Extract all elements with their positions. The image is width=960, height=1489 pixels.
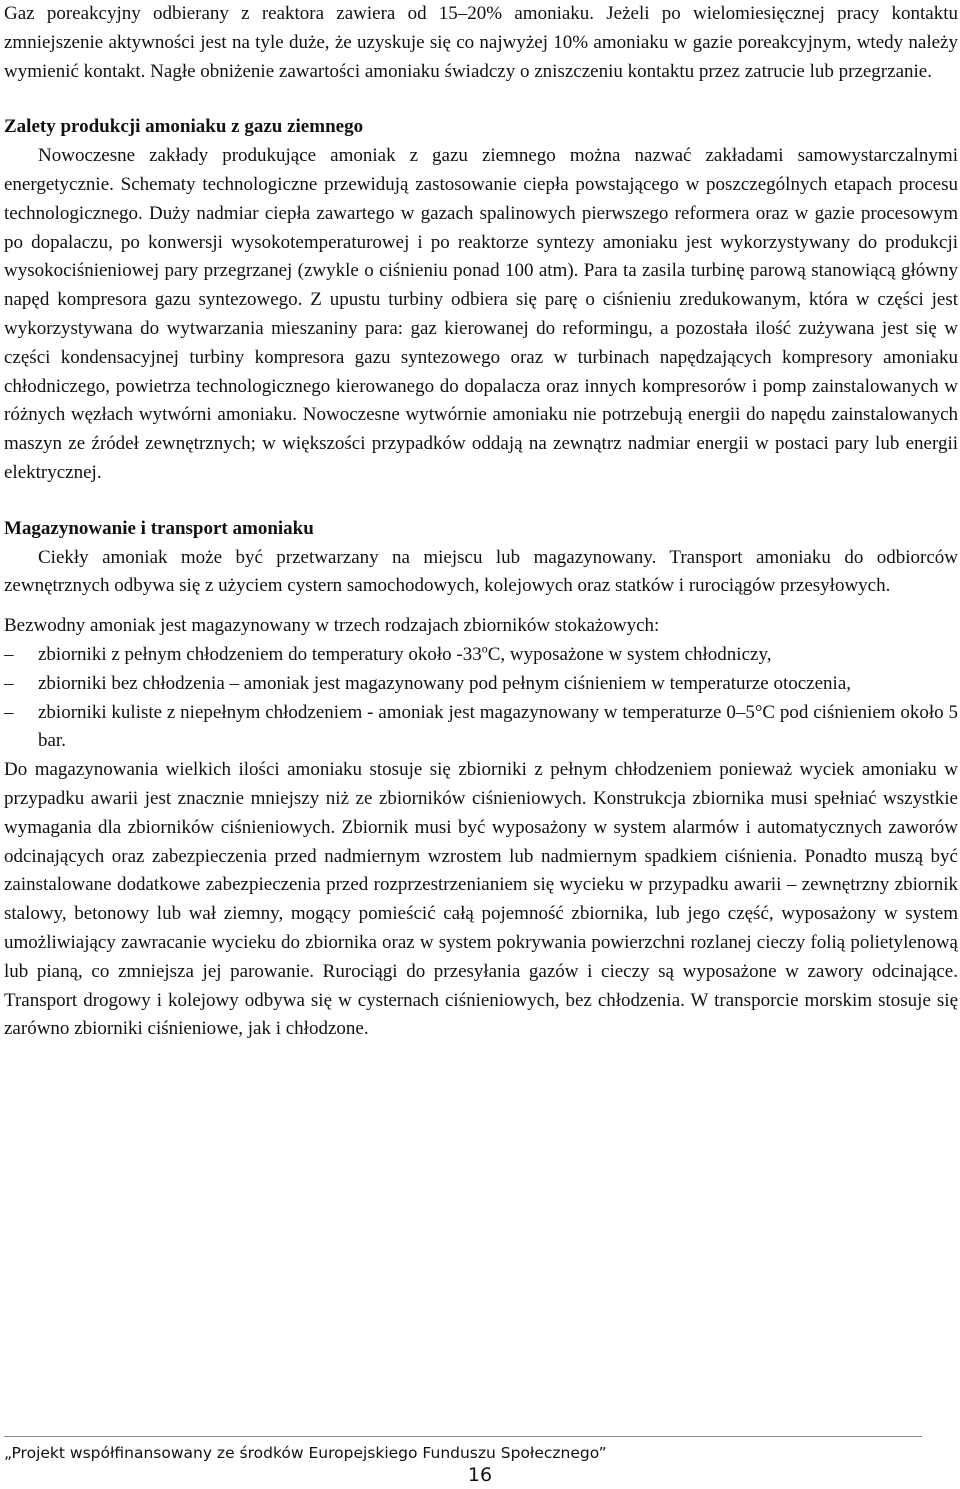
dash-bullet: – bbox=[4, 672, 14, 694]
list-item-text: zbiorniki bez chłodzenia – amoniak jest magazynowany pod pełnym ciśnieniem w temperaturze otoczenia, bbox=[38, 672, 852, 694]
section-heading-storage: Magazynowanie i transport amoniaku bbox=[4, 517, 314, 539]
list-item-text: zbiorniki kuliste z niepełnym chłodzeniem - amoniak jest magazynowany w temperaturze 0–5°C pod ciśnieniem około 5 bar. bbox=[38, 701, 958, 752]
footer-divider bbox=[4, 1436, 922, 1437]
storage-paragraph: Ciekły amoniak może być przetwarzany na miejscu lub magazynowany. Transport amoniaku do odbiorców zewnętrznych odbywa się z użyciem cystern samochodowych, kolejowych oraz statków i rurociągów przesyłowych. bbox=[4, 546, 958, 597]
list-item bbox=[4, 699, 958, 757]
section-heading-advantages: Zalety produkcji amoniaku z gazu ziemnego bbox=[4, 116, 364, 138]
page-number: 16 bbox=[467, 1464, 493, 1486]
list-item bbox=[4, 641, 958, 670]
document-page bbox=[4, 0, 958, 1044]
tank-types-list bbox=[4, 641, 958, 756]
dash-bullet: – bbox=[4, 701, 14, 723]
degree-superscript: o bbox=[481, 641, 488, 656]
list-item-text-cont: C, wyposażone w system chłodniczy, bbox=[487, 643, 772, 665]
list-item-text: zbiorniki z pełnym chłodzeniem do temperatury około -33 bbox=[38, 643, 482, 665]
footer-text: „Projekt współfinansowany ze środków Europejskiego Funduszu Społecznego” bbox=[4, 1444, 607, 1462]
dash-bullet: – bbox=[4, 643, 14, 665]
advantages-paragraph: Nowoczesne zakłady produkujące amoniak z gazu ziemnego można nazwać zakładami samowystarczalnymi energetycznie. Schematy technologiczne przewidują zastosowanie ciepła powstającego w poszczególnych etapach procesu technologicznego. Duży nadmiar ciepła zawartego w gazach spalinowych pierwszego reformera oraz w gazie procesowym po dopalaczu, po konwersji wysokotemperaturowej i po reaktorze syntezy amoniaku jest wykorzystywany do produkcji wysokociśnieniowej pary przegrzanej (zwykle o ciśnieniu ponad 100 atm). Para ta zasila turbinę parową stanowiącą główny napęd kompresora gazu syntezowego. Z upustu turbiny odbiera się parę o ciśnieniu zredukowanym, która w części jest wykorzystywana do wytwarzania mieszaniny para: gaz kierowanej do reformingu, a pozostała ilość zużywana jest się w części kondensacyjnej turbiny kompresora gazu syntezowego oraz w turbinach napędzających kompresory amoniaku chłodniczego, powietrza technologicznego kierowanego do dopalacza oraz innych kompresorów i pomp zainstalowanych w różnych węzłach wytwórni amoniaku. Nowoczesne wytwórnie amoniaku nie potrzebują energii do napędu zainstalowanych maszyn ze źródeł zewnętrznych; w większości przypadków oddają na zewnątrz nadmiar energii w postaci pary lub energii elektrycznej. bbox=[4, 145, 958, 483]
intro-paragraph: Gaz poreakcyjny odbierany z reaktora zawiera od 15–20% amoniaku. Jeżeli po wielomiesięcznej pracy kontaktu zmniejszenie aktywności jest na tyle duże, że uzyskuje się co najwyżej 10% amoniaku w gazie poreakcyjnym, wtedy należy wymienić kontakt. Nagłe obniżenie zawartości amoniaku świadczy o zniszczeniu kontaktu przez zatrucie lub przegrzanie. bbox=[4, 3, 958, 82]
storage-details-paragraph: Do magazynowania wielkich ilości amoniaku stosuje się zbiorniki z pełnym chłodzeniem ponieważ wyciek amoniaku w przypadku awarii jest znacznie mniejszy niż ze zbiorników ciśnieniowych. Konstrukcja zbiornika musi spełniać wszystkie wymagania dla zbiorników ciśnieniowych. Zbiornik musi być wyposażony w system alarmów i automatycznych zaworów odcinających oraz zabezpieczenia przed nadmiernym wzrostem lub nadmiernym spadkiem ciśnienia. Ponadto muszą być zainstalowane dodatkowe zabezpieczenia przed rozprzestrzenianiem się wycieku w przypadku awarii – zewnętrzny zbiornik stalowy, betonowy lub wał ziemny, mogący pomieścić całą pojemność zbiornika, lub jego część, wyposażony w system umożliwiający zawracanie wycieku do zbiornika oraz w system pokrywania powierzchni rozlanej cieczy folią polietylenową lub pianą, co zmniejsza jej parowanie. Rurociągi do przesyłania gazów i cieczy są wyposażone w zawory odcinające. Transport drogowy i kolejowy odbywa się w cysternach ciśnieniowych, bez chłodzenia. W transporcie morskim stosuje się zarówno zbiorniki ciśnieniowe, jak i chłodzone. bbox=[4, 759, 958, 1040]
list-item bbox=[4, 670, 958, 699]
storage-lead: Bezwodny amoniak jest magazynowany w trzech rodzajach zbiorników stokażowych: bbox=[4, 615, 660, 637]
